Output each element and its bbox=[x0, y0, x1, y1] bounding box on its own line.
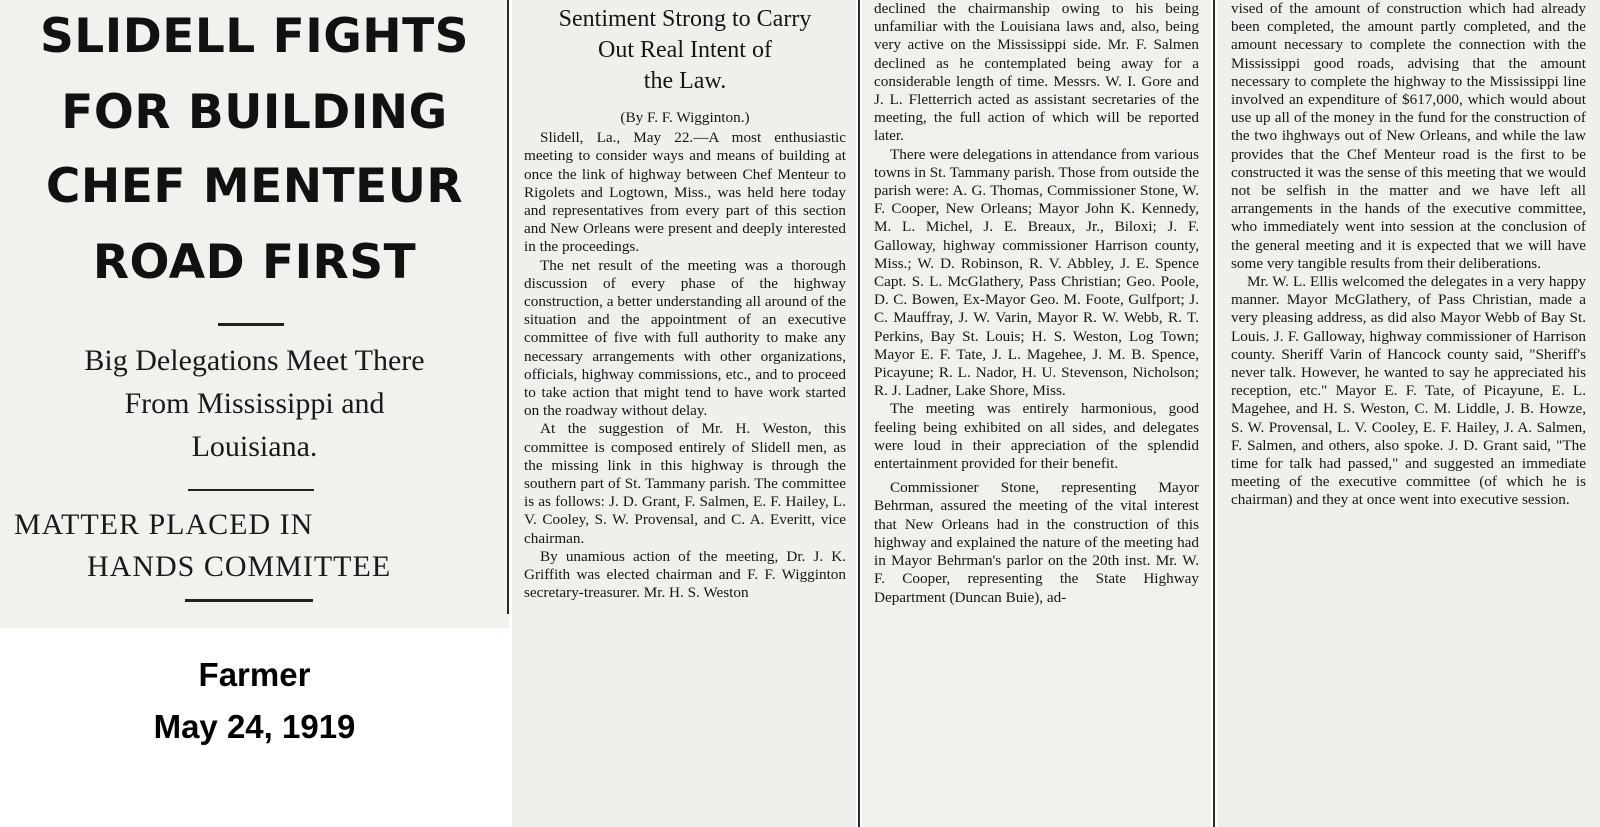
headline-line-2: FOR BUILDING bbox=[61, 85, 448, 140]
headline-line-3: CHEF MENTEUR bbox=[45, 159, 464, 214]
paragraph: There were delegations in attendance from various towns in St. Tammany parish. Those from outside the parish were: A. G. Thomas, Commissioner Stone, W. F. Cooper, New Orleans; Mayor John K. Kennedy, M. L. Michel, J. E. Breaux, Jr., Biloxi; J. F. Galloway, highway commissioner Harrison county, Miss.; W. D. Robinson, R. V. Abbley, J. E. Spence Capt. S. L. McGlathery, Pass Christian; Geo. Poole, D. C. Bowen, Ex-Mayor Geo. M. Foote, Gulfport; J. C. Mauffray, J. W. Varin, Mayor R. W. Webb, R. T. Perkins, Bay St. Louis; H. S. Weston, Log Town; Mayor E. F. Tate, J. L. Magehee, J. M. B. Spence, Picayune; R. L. Nador, H. U. Stevenson, Nicholson; R. J. Ladner, Lake Shore, Miss. bbox=[874, 145, 1199, 400]
column-divider-1 bbox=[858, 0, 860, 827]
column-divider-left bbox=[507, 0, 509, 614]
paragraph: The meeting was entirely harmonious, good feeling being exhibited on all sides, and delegates were loud in their appreciation of the splendid entertainment provided for their benefit. bbox=[874, 400, 1199, 473]
paragraph: Mr. W. L. Ellis welcomed the delegates in a very happy manner. Mayor McGlathery, of Pass Christian, made a very pleasing address, as did also Mayor Webb of Bay St. Louis. J. F. Galloway, highway commissioner of Harrison county. Sheriff Varin of Hancock county said, "Sheriff's never talk. However, he wanted to say he appreciated his reception, etc." Mayor E. F. Tate, of Picayune, E. L. Magehee, and H. S. Weston, C. M. Liddle, J. B. Howze, S. W. Provensal, L. V. Cooley, E. F. Hailey, J. A. Salmen, F. Salmen, and others, also spoke. J. D. Grant said, "The time for talk had passed," and suggested an immediate meeting of the executive committee (of which he is chairman) and they at once went into executive session. bbox=[1231, 273, 1586, 509]
headline-line-4: ROAD FIRST bbox=[92, 235, 417, 290]
deck-rule-2 bbox=[185, 599, 313, 602]
deck-line-2: From Mississippi and bbox=[124, 387, 385, 420]
column-divider-2 bbox=[1213, 0, 1215, 827]
deck2-line-1: MATTER PLACED IN bbox=[14, 508, 314, 541]
paragraph: Slidell, La., May 22.—A most enthusiastic meeting to consider ways and means of building at once the link of highway between Chef Menteur to Rigolets and Logtown, Miss., was held here today and representatives from every part of this section and New Orleans were present and deeply interested in the proceedings. bbox=[524, 129, 846, 256]
paragraph: At the suggestion of Mr. H. Weston, this committee is composed entirely of Slidell men, as the missing link in this highway is through the southern part of St. Tammany parish. The committee is as follows: J. D. Grant, F. Salmen, E. F. Hailey, L. V. Cooley, S. W. Provensal, and C. A. Everitt, vice chairman. bbox=[524, 420, 846, 547]
byline: (By F. F. Wigginton.) bbox=[620, 109, 750, 126]
paragraph: Commissioner Stone, representing Mayor Behrman, assured the meeting of the vital interest that New Orleans had in the construction of this highway and explained the nature of the meeting had in Mayor Behrman's parlor on the 20th inst. Mr. W. F. Cooper, representing the State Highway Department (Duncan Buie), ad- bbox=[874, 479, 1199, 606]
deck-rule-1 bbox=[188, 489, 314, 491]
caption-date: May 24, 1919 bbox=[153, 708, 356, 745]
article-column-3 bbox=[1217, 0, 1600, 827]
article-column-2 bbox=[862, 0, 1211, 827]
paragraph: The net result of the meeting was a thorough discussion of every phase of the highway construction, a better understanding all around of the situation and the appointment of an executive committee of five with full authority to make any necessary arrangements with other organizations, officials, highway commissions, etc., and to proceed to take action that might tend to have work started on the roadway without delay. bbox=[524, 256, 846, 420]
headline-rule-1 bbox=[218, 323, 284, 326]
deck-line-3: Louisiana. bbox=[191, 430, 318, 463]
subhead bbox=[524, 4, 846, 97]
subhead-line-1: Sentiment Strong to Carry bbox=[558, 6, 812, 32]
deck2-line-2: HANDS COMMITTEE bbox=[87, 550, 392, 583]
article-column-1 bbox=[512, 0, 856, 827]
paragraph: By unamious action of the meeting, Dr. J. K. Griffith was elected chairman and F. F. Wigginton secretary-treasurer. Mr. H. S. Weston bbox=[524, 547, 846, 602]
subhead-line-3: the Law. bbox=[643, 68, 727, 94]
caption-paper-name: Farmer bbox=[198, 656, 311, 693]
paragraph: vised of the amount of construction which had already been completed, the amount partly completed, and the amount necessary to complete the connection with the Mississippi good roads, advising that the amount necessary to complete the highway to the Mississippi line involved an expenditure of $617,000, which would about use up all of the money in the fund for the construction of the two ihghways out of New Orleans, and while the law provides that the Chef Menteur road is the first to be constructed it was the sense of this meeting that we would not be selfish in the matter and we have left all arrangements in the hands of the executive committee, who immediately went into session at the conclusion of the general meeting and it is expected that we will have some very tangible results from their deliberations. bbox=[1231, 0, 1586, 272]
deck-line-1: Big Delegations Meet There bbox=[84, 344, 425, 377]
paragraph: declined the chairmanship owing to his being unfamiliar with the Louisiana laws and, also, being very active on the Mississippi side. Mr. F. Salmen declined as he contemplated being away for a considerable length of time. Messrs. W. I. Gore and J. L. Fletterrich acted as assistant secretaries of the meeting, the full action of which will be reported later. bbox=[874, 0, 1199, 145]
headline-line-1: SLIDELL FIGHTS bbox=[39, 9, 470, 64]
subhead-line-2: Out Real Intent of bbox=[598, 37, 772, 63]
